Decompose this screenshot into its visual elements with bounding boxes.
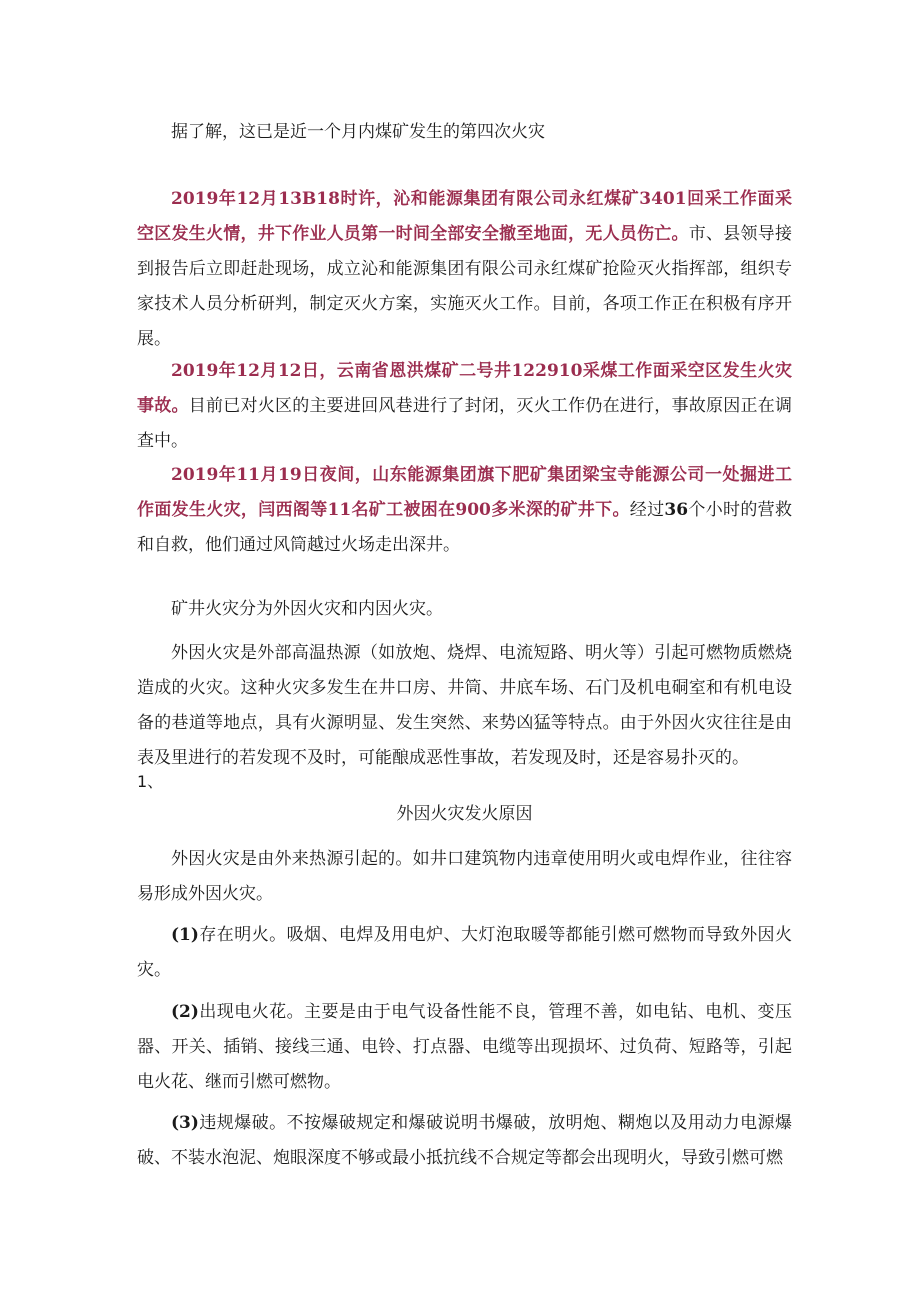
cause-2-text: 出现电火花。主要是由于电气设备性能不良，管理不善，如电钻、电机、变压器、开关、插销、接线三通、电铃、打点器、电缆等出现损坏、过负荷、短路等，引起电火花、继而引燃可燃物。 <box>137 1002 792 1092</box>
cause-2-paragraph <box>137 995 792 1100</box>
incident-1-highlight: 2019年12月13B18时许，沁和能源集团有限公司永红煤矿3401回采工作面采空区发生火情，井下作业人员第一时间全部安全撤至地面，无人员伤亡。 <box>137 189 792 244</box>
incident-2-text: 目前已对火区的主要进回风巷进行了封闭，灭火工作仍在进行，事故原因正在调查中。 <box>137 396 793 451</box>
cause-1-paragraph <box>137 918 792 988</box>
incident-1-paragraph <box>137 182 792 357</box>
cause-1-text: 存在明火。吸烟、电焊及用电炉、大灯泡取暖等都能引燃可燃物而导致外因火灾。 <box>137 925 792 980</box>
classification-paragraph: 矿井火灾分为外因火灾和内因火灾。 <box>171 599 443 619</box>
cause-2-number: (2) <box>171 1002 199 1022</box>
incident-3-hours: 36 <box>664 500 689 520</box>
incident-3-text-post: 个小时的营救和自救，他们通过风筒越过火场走出深井。 <box>137 500 792 555</box>
incident-3-text-pre: 经过 <box>629 500 665 520</box>
cause-intro-paragraph: 外因火灾是由外来热源引起的。如井口建筑物内违章使用明火或电焊作业，往往容易形成外因火灾。 <box>137 849 792 904</box>
cause-3-text: 违规爆破。不按爆破规定和爆破说明书爆破，放明炮、糊炮以及用动力电源爆破、不装水泡泥、炮眼深度不够或最小抵抗线不合规定等都会出现明火，导致引燃可燃 <box>137 1113 792 1168</box>
incident-2-highlight: 2019年12月12日，云南省恩洪煤矿二号井122910采煤工作面采空区发生火灾事故。 <box>137 361 792 416</box>
incident-3-highlight: 2019年11月19日夜间，山东能源集团旗下肥矿集团梁宝寺能源公司一处掘进工作面发生火灾，闫西阁等11名矿工被困在900多米深的矿井下。 <box>137 465 792 520</box>
cause-3-paragraph <box>137 1106 792 1176</box>
incident-3-paragraph <box>137 458 792 563</box>
section-title: 外因火灾发火原因 <box>396 804 533 824</box>
incident-1-text: 市、县领导接到报告后立即赶赴现场，成立沁和能源集团有限公司永红煤矿抢险灭火指挥部，组织专家技术人员分析研判，制定灭火方案，实施灭火工作。目前，各项工作正在积极有序开展。 <box>137 224 793 349</box>
external-fire-paragraph: 外因火灾是外部高温热源（如放炮、烧焊、电流短路、明火等）引起可燃物质燃烧造成的火灾。这种火灾多发生在井口房、井筒、井底车场、石门及机电硐室和有机电设备的巷道等地点，具有火源明显、发生突然、来势凶猛等特点。由于外因火灾往往是由表及里进行的若发现不及时，可能酿成恶性事故，若发现及时，还是容易扑灭的。 <box>137 643 792 768</box>
intro-paragraph: 据了解，这已是近一个月内煤矿发生的第四次火灾 <box>171 122 545 142</box>
section-number: 1、 <box>137 772 164 791</box>
cause-1-number: (1) <box>171 925 199 945</box>
cause-3-number: (3) <box>171 1113 199 1133</box>
incident-2-paragraph <box>137 354 792 459</box>
